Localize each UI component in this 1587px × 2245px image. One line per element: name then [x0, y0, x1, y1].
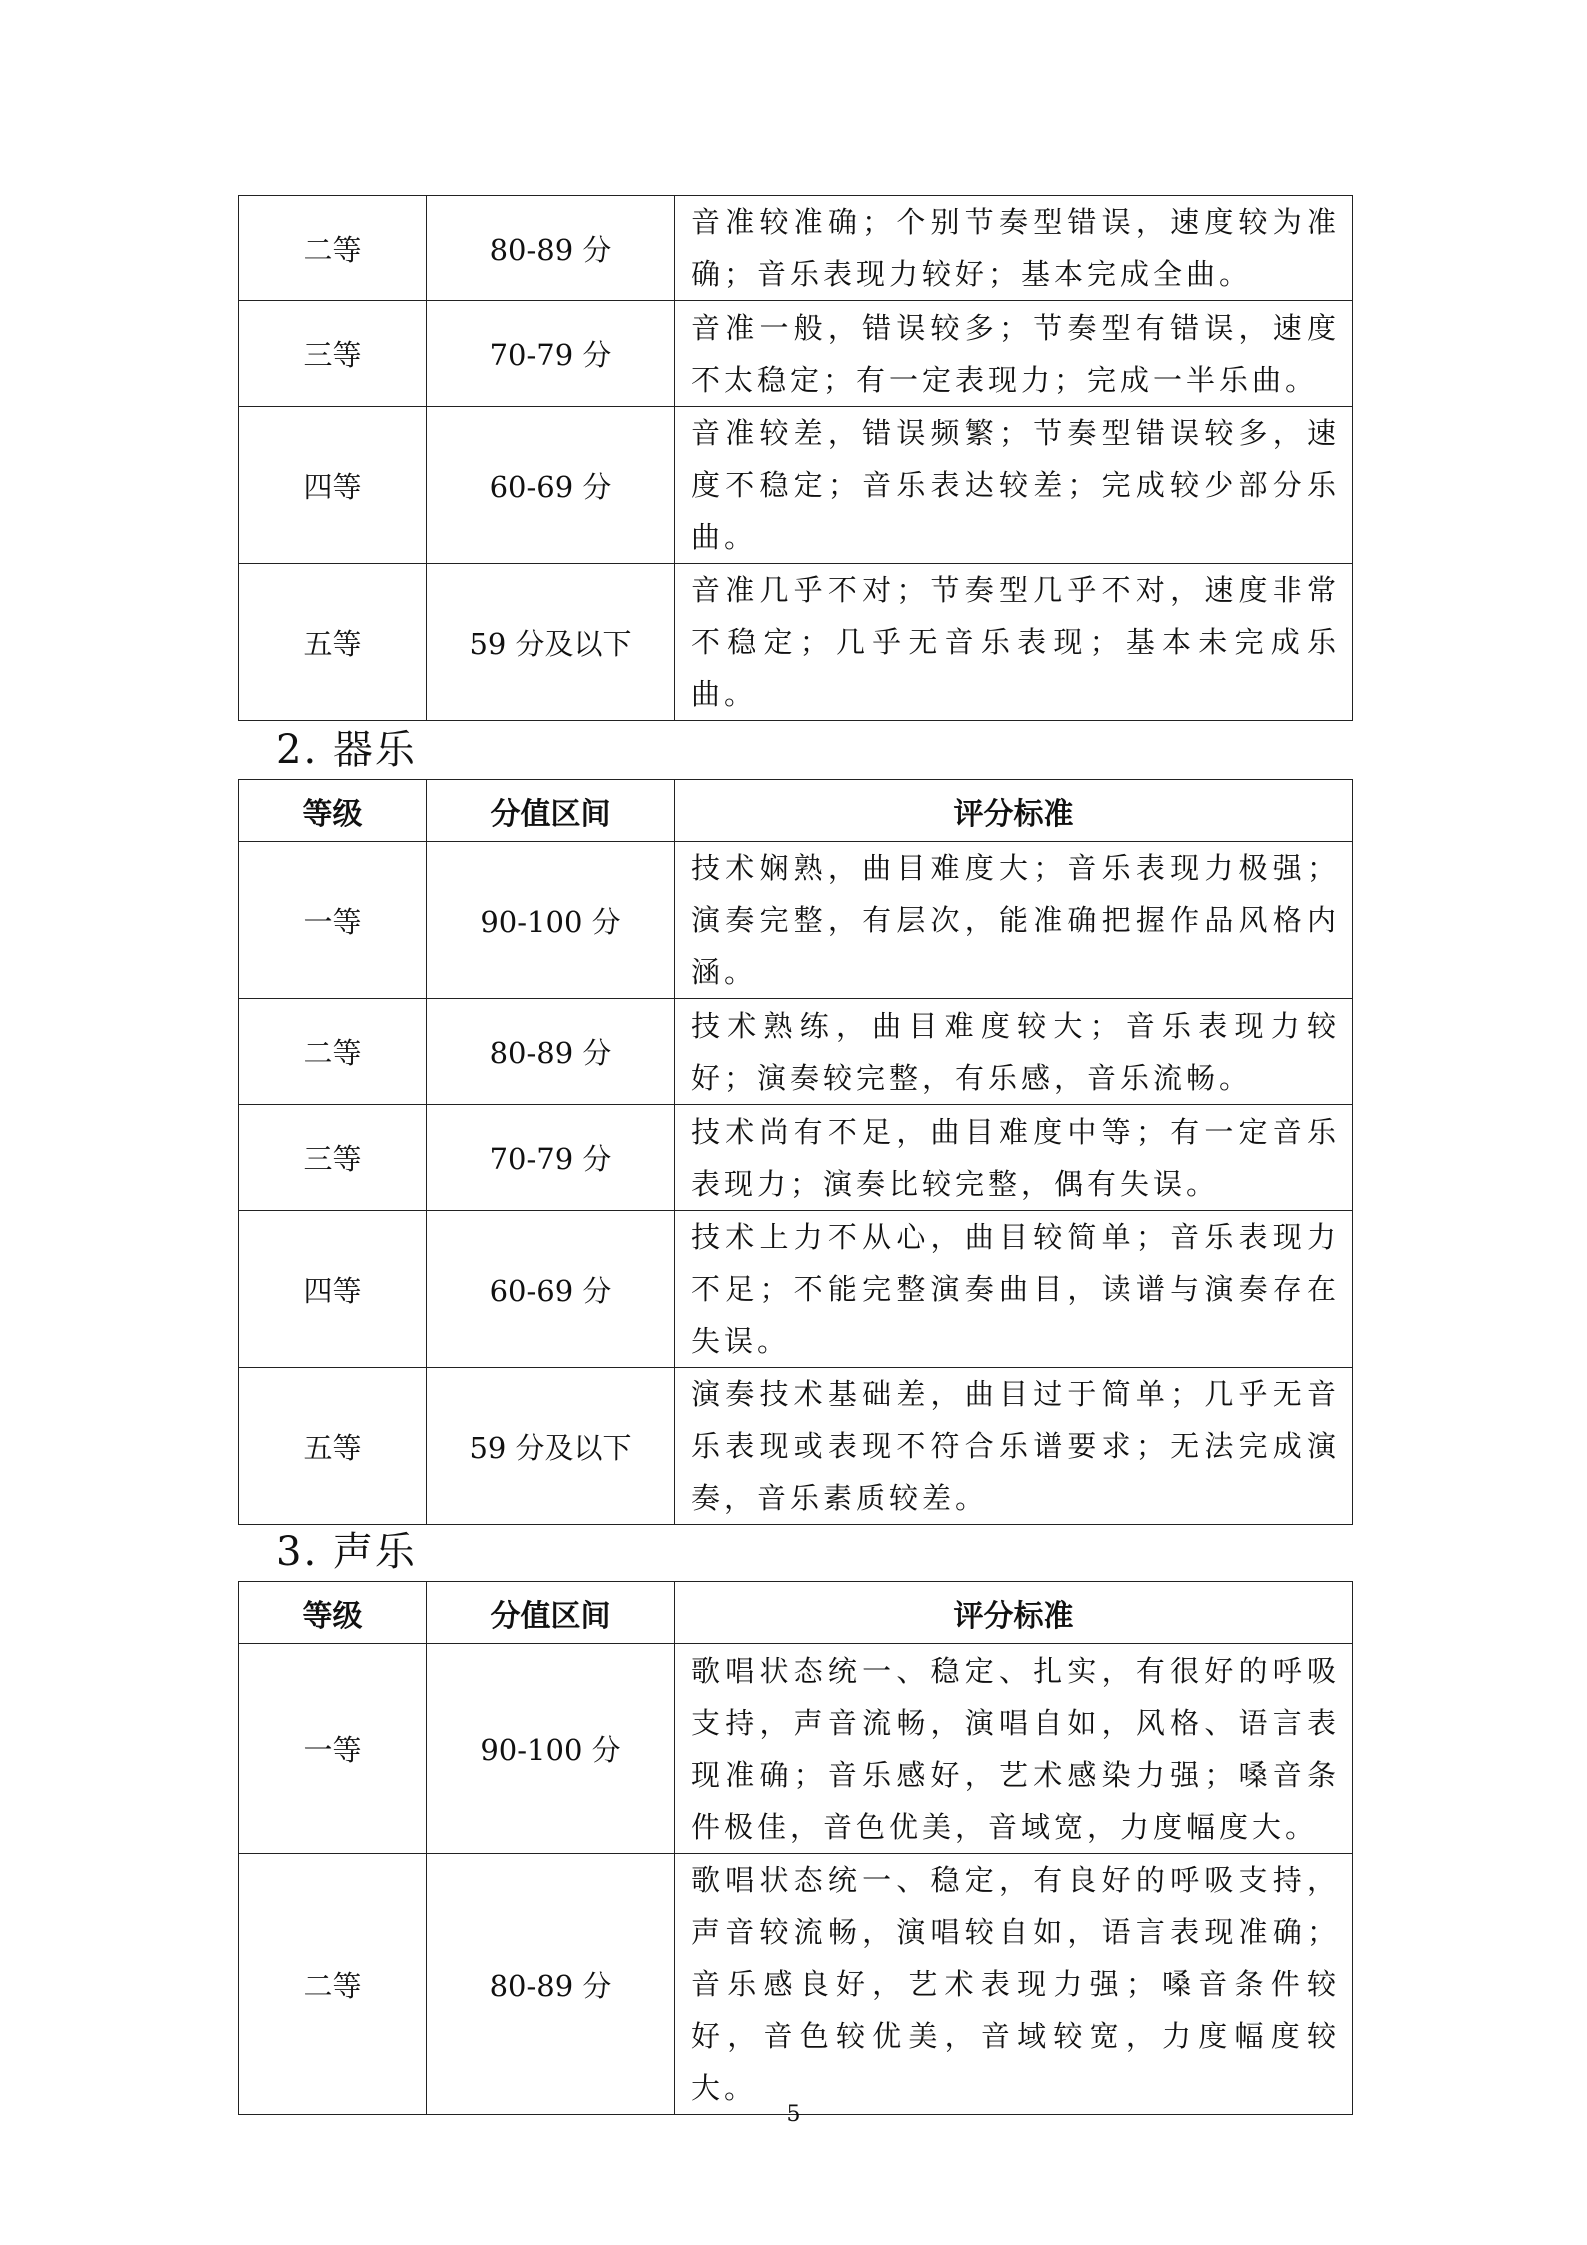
range-cell: 80-89 分 — [427, 196, 675, 301]
range-cell: 90-100 分 — [427, 1644, 675, 1854]
grade-cell: 一等 — [239, 842, 427, 999]
table-row — [239, 1105, 1353, 1211]
criteria-cell: 音准一般，错误较多；节奏型有错误，速度不太稳定；有一定表现力；完成一半乐曲。 — [675, 301, 1353, 407]
grade-cell: 四等 — [239, 1211, 427, 1368]
table-header-row — [239, 780, 1353, 842]
table-row — [239, 196, 1353, 301]
criteria-cell: 技术上力不从心，曲目较简单；音乐表现力不足；不能完整演奏曲目，读谱与演奏存在失误。 — [675, 1211, 1353, 1368]
range-cell: 70-79 分 — [427, 301, 675, 407]
criteria-cell: 音准较准确；个别节奏型错误，速度较为准确；音乐表现力较好；基本完成全曲。 — [675, 196, 1353, 301]
section-title-vocal: 3. 声乐 — [276, 1529, 417, 1575]
header-criteria: 评分标准 — [675, 780, 1353, 842]
grade-cell: 五等 — [239, 564, 427, 721]
range-cell: 59 分及以下 — [427, 564, 675, 721]
criteria-cell: 歌唱状态统一、稳定，有良好的呼吸支持，声音较流畅，演唱较自如，语言表现准确；音乐感良好，艺术表现力强；嗓音条件较好，音色较优美，音域较宽，力度幅度较大。 — [675, 1854, 1353, 2115]
range-cell: 80-89 分 — [427, 999, 675, 1105]
header-grade: 等级 — [239, 780, 427, 842]
criteria-cell: 音准几乎不对；节奏型几乎不对，速度非常不稳定；几乎无音乐表现；基本未完成乐曲。 — [675, 564, 1353, 721]
grade-cell: 五等 — [239, 1368, 427, 1525]
table-continued — [238, 195, 1353, 721]
header-range: 分值区间 — [427, 1582, 675, 1644]
table-row — [239, 407, 1353, 564]
grade-cell: 二等 — [239, 1854, 427, 2115]
section-title-instrumental: 2. 器乐 — [276, 727, 417, 773]
table-row — [239, 1368, 1353, 1525]
grade-cell: 二等 — [239, 999, 427, 1105]
range-cell: 60-69 分 — [427, 407, 675, 564]
criteria-cell: 歌唱状态统一、稳定、扎实，有很好的呼吸支持，声音流畅，演唱自如，风格、语言表现准确；音乐感好，艺术感染力强；嗓音条件极佳，音色优美，音域宽，力度幅度大。 — [675, 1644, 1353, 1854]
table-row — [239, 564, 1353, 721]
grade-cell: 一等 — [239, 1644, 427, 1854]
grade-cell: 二等 — [239, 196, 427, 301]
criteria-cell: 技术娴熟，曲目难度大；音乐表现力极强；演奏完整，有层次，能准确把握作品风格内涵。 — [675, 842, 1353, 999]
table-row — [239, 301, 1353, 407]
table-instrumental — [238, 779, 1353, 1525]
range-cell: 90-100 分 — [427, 842, 675, 999]
grade-cell: 四等 — [239, 407, 427, 564]
table-row — [239, 842, 1353, 999]
criteria-cell: 音准较差，错误频繁；节奏型错误较多，速度不稳定；音乐表达较差；完成较少部分乐曲。 — [675, 407, 1353, 564]
range-cell: 70-79 分 — [427, 1105, 675, 1211]
table-header-row — [239, 1582, 1353, 1644]
grade-cell: 三等 — [239, 1105, 427, 1211]
table-row — [239, 999, 1353, 1105]
grade-cell: 三等 — [239, 301, 427, 407]
table-row — [239, 1644, 1353, 1854]
table-row — [239, 1854, 1353, 2115]
range-cell: 59 分及以下 — [427, 1368, 675, 1525]
header-criteria: 评分标准 — [675, 1582, 1353, 1644]
range-cell: 80-89 分 — [427, 1854, 675, 2115]
criteria-cell: 演奏技术基础差，曲目过于简单；几乎无音乐表现或表现不符合乐谱要求；无法完成演奏，音乐素质较差。 — [675, 1368, 1353, 1525]
table-row — [239, 1211, 1353, 1368]
range-cell: 60-69 分 — [427, 1211, 675, 1368]
criteria-cell: 技术熟练，曲目难度较大；音乐表现力较好；演奏较完整，有乐感，音乐流畅。 — [675, 999, 1353, 1105]
table-vocal — [238, 1581, 1353, 2115]
page-number: 5 — [786, 2102, 801, 2127]
header-grade: 等级 — [239, 1582, 427, 1644]
criteria-cell: 技术尚有不足，曲目难度中等；有一定音乐表现力；演奏比较完整，偶有失误。 — [675, 1105, 1353, 1211]
header-range: 分值区间 — [427, 780, 675, 842]
